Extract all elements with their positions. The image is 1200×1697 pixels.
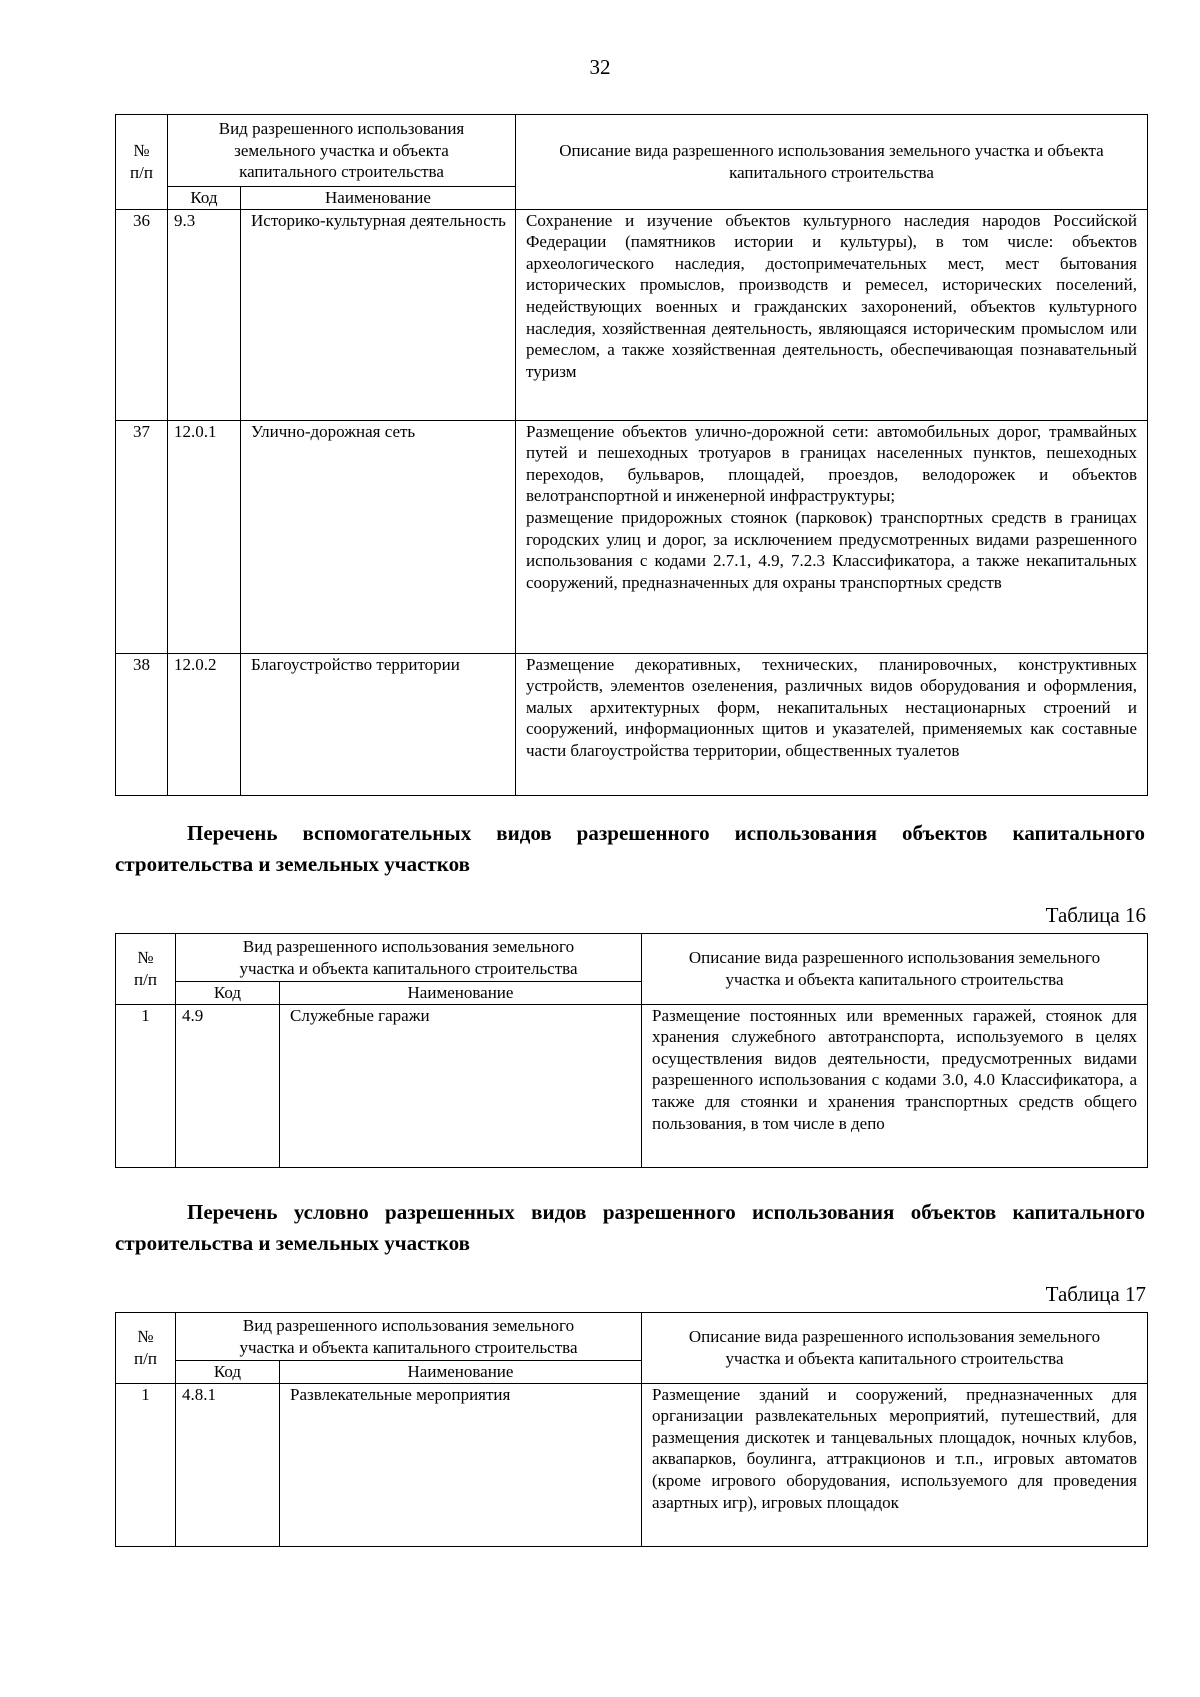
row-num: 37: [116, 420, 168, 653]
row-num: 36: [116, 209, 168, 420]
row-description: Размещение декоративных, технических, планировочных, конструктивных устройств, элементов озеленения, различных видов оборудования и оформления, малых архитектурных форм, некапитальных нестационарных строений и сооружений, информационных щитов и указателей, применяемых как составные части благоустройства территории, общественных туалетов: [516, 653, 1148, 795]
header-vid-group: Вид разрешенного использования земельного участка и объекта капитального строительства: [168, 115, 516, 187]
header-code: Код: [168, 187, 241, 210]
header-description: Описание вида разрешенного использования земельного участка и объекта капитального строительства: [642, 1313, 1148, 1384]
header-num: № п/п: [116, 115, 168, 210]
row-code: 4.8.1: [176, 1383, 280, 1546]
conditional-uses-table: [115, 1312, 1148, 1547]
row-name: Благоустройство территории: [241, 653, 516, 795]
row-code: 4.9: [176, 1004, 280, 1167]
table-caption-17: Таблица 17: [1045, 1282, 1146, 1306]
row-name: Служебные гаражи: [280, 1004, 642, 1167]
header-vid-group: Вид разрешенного использования земельного участка и объекта капитального строительства: [176, 1313, 642, 1361]
row-num: 38: [116, 653, 168, 795]
header-description: Описание вида разрешенного использования земельного участка и объекта капитального строительства: [516, 115, 1148, 210]
page-number: 32: [589, 55, 611, 79]
header-vid-group: Вид разрешенного использования земельного участка и объекта капитального строительства: [176, 934, 642, 982]
header-description: Описание вида разрешенного использования земельного участка и объекта капитального строительства: [642, 934, 1148, 1005]
header-code: Код: [176, 982, 280, 1005]
table-row: [116, 1004, 1148, 1167]
row-code: 9.3: [168, 209, 241, 420]
header-code: Код: [176, 1361, 280, 1384]
header-name: Наименование: [280, 1361, 642, 1384]
row-description: [516, 420, 1148, 653]
table-row: [116, 653, 1148, 795]
auxiliary-uses-table: [115, 933, 1148, 1168]
section-heading-auxiliary: Перечень вспомогательных видов разрешенного использования объектов капитального строительства и земельных участков: [115, 821, 1145, 876]
table-row: [116, 420, 1148, 653]
row-code: 12.0.1: [168, 420, 241, 653]
row-description: Сохранение и изучение объектов культурного наследия народов Российской Федерации (памятников истории и культуры), в том числе: объектов археологического наследия, достопримечательных мест, мест бытования исторических промыслов, производств и ремесел, исторических поселений, недействующих военных и гражданских захоронений, объектов культурного наследия, хозяйственная деятельность, являющаяся историческим промыслом или ремеслом, а также хозяйственная деятельность, обеспечивающая познавательный туризм: [516, 209, 1148, 420]
row-num: 1: [116, 1383, 176, 1546]
row-description-part2: размещение придорожных стоянок (парковок) транспортных средств в границах городских улиц и дорог, за исключением предусмотренных видами разрешенного использования с кодами 2.7.1, 4.9, 7.2.3 Классификатора, а также некапитальных сооружений, предназначенных для охраны транспортных средств: [526, 507, 1137, 592]
table-row: [116, 209, 1148, 420]
table-row: [116, 1383, 1148, 1546]
table-caption-16: Таблица 16: [1045, 903, 1146, 927]
row-name: Историко-культурная деятельность: [241, 209, 516, 420]
row-code: 12.0.2: [168, 653, 241, 795]
row-description-part1: Размещение объектов улично-дорожной сети: автомобильных дорог, трамвайных путей и пешеходных тротуаров в границах населенных пунктов, пешеходных переходов, бульваров, площадей, проездов, велодорожек и объектов велотранспортной и инженерной инфраструктуры;: [526, 421, 1137, 506]
row-name: Улично-дорожная сеть: [241, 420, 516, 653]
land-use-table-main: [115, 114, 1148, 796]
row-name: Развлекательные мероприятия: [280, 1383, 642, 1546]
header-name: Наименование: [241, 187, 516, 210]
row-description: Размещение зданий и сооружений, предназначенных для организации развлекательных мероприятий, путешествий, для размещения дискотек и танцевальных площадок, ночных клубов, аквапарков, боулинга, аттракционов и т.п., игровых автоматов (кроме игрового оборудования, используемого для проведения азартных игр), игровых площадок: [642, 1383, 1148, 1546]
section-heading-conditional: Перечень условно разрешенных видов разрешенного использования объектов капитального строительства и земельных участков: [115, 1200, 1145, 1255]
row-description: Размещение постоянных или временных гаражей, стоянок для хранения служебного автотранспорта, используемого в целях осуществления видов деятельности, предусмотренных видами разрешенного использования с кодами 3.0, 4.0 Классификатора, а также для стоянки и хранения транспортных средств общего пользования, в том числе в депо: [642, 1004, 1148, 1167]
row-num: 1: [116, 1004, 176, 1167]
header-num: № п/п: [116, 1313, 176, 1384]
header-name: Наименование: [280, 982, 642, 1005]
header-num: № п/п: [116, 934, 176, 1005]
